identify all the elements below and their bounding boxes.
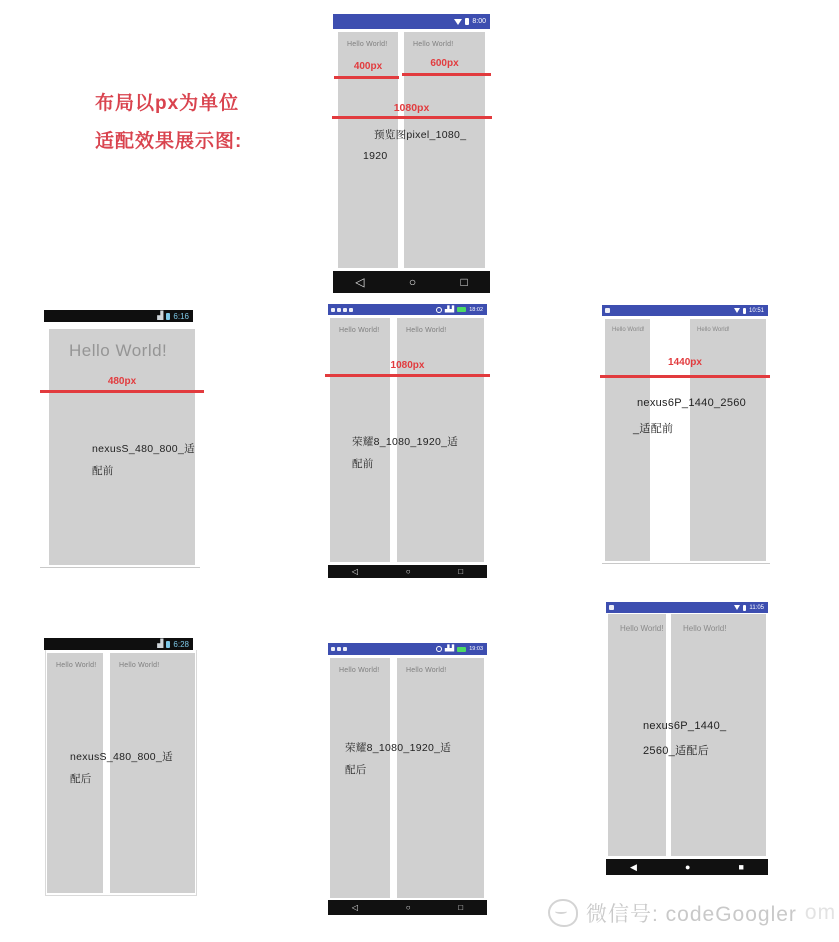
phone-preview-pixel bbox=[333, 14, 490, 293]
status-bar bbox=[606, 602, 768, 613]
hello-world-label: Hello World! bbox=[56, 662, 97, 669]
status-bar bbox=[333, 14, 490, 29]
device-label-line1: nexus6P_1440_2560 bbox=[637, 397, 747, 409]
status-time: 8:00 bbox=[472, 18, 486, 25]
hello-world-label: Hello World! bbox=[413, 41, 454, 48]
device-label-line1: nexusS_480_800_适 bbox=[70, 751, 173, 763]
phone-bottom-edge bbox=[602, 563, 770, 564]
device-label-line2: _适配前 bbox=[633, 423, 674, 435]
battery-icon bbox=[166, 641, 170, 648]
hello-world-label: Hello World! bbox=[406, 327, 447, 334]
battery-icon bbox=[166, 313, 170, 320]
phone-nexus6p-before bbox=[602, 305, 768, 565]
device-label-line2: 2560_适配后 bbox=[643, 745, 709, 757]
phone-nexuss-before bbox=[40, 308, 200, 570]
device-label-line1: 预览图pixel_1080_ bbox=[374, 129, 467, 141]
nav-recents-button: □ bbox=[458, 566, 464, 576]
nav-home-button: ○ bbox=[405, 566, 411, 576]
width-annotation-1440px: 1440px bbox=[668, 357, 702, 368]
status-time: 6:16 bbox=[173, 311, 189, 321]
measure-line-1440px bbox=[600, 375, 770, 378]
measure-line-600px bbox=[402, 73, 491, 76]
device-label-line1: nexusS_480_800_适 bbox=[92, 443, 195, 455]
wifi-icon bbox=[734, 308, 740, 313]
device-label-line1: nexus6P_1440_ bbox=[643, 720, 727, 732]
watermark-ghost-text: om bbox=[804, 901, 837, 924]
status-bar bbox=[328, 643, 487, 655]
watermark-text: 微信号: codeGoogler bbox=[586, 903, 797, 926]
phone-honor8-before bbox=[328, 304, 487, 578]
nav-recents-button: □ bbox=[458, 902, 464, 912]
device-label-line2: 1920 bbox=[363, 150, 388, 162]
nav-back-button: ◁ bbox=[355, 275, 365, 289]
nav-recents-button: ■ bbox=[738, 861, 744, 872]
right-column-panel bbox=[690, 319, 766, 561]
alarm-icon bbox=[436, 646, 442, 652]
status-left-icons bbox=[609, 602, 614, 613]
hello-world-label: Hello World! bbox=[347, 41, 388, 48]
status-left-icons bbox=[331, 643, 347, 655]
hello-world-label: Hello World! bbox=[69, 341, 168, 360]
phone-nexus6p-after bbox=[606, 600, 768, 875]
wifi-icon bbox=[454, 19, 462, 25]
width-annotation-600px: 600px bbox=[430, 58, 459, 69]
battery-icon bbox=[743, 605, 746, 611]
device-label-line2: 配前 bbox=[92, 465, 114, 477]
android-nav-bar bbox=[606, 859, 768, 875]
right-column-panel bbox=[671, 614, 766, 856]
device-label-line1: 荣耀8_1080_1920_适 bbox=[352, 436, 459, 448]
status-time: 19:03 bbox=[469, 646, 483, 652]
nav-home-button: ○ bbox=[408, 275, 417, 289]
left-column-panel bbox=[330, 658, 390, 898]
wifi-icon bbox=[734, 605, 740, 610]
device-label-line2: 配后 bbox=[70, 773, 92, 785]
device-label-line2: 配前 bbox=[352, 458, 374, 470]
android-nav-bar bbox=[328, 565, 487, 578]
width-annotation-400px: 400px bbox=[353, 61, 383, 72]
status-bar bbox=[328, 304, 487, 315]
status-time: 11:05 bbox=[749, 604, 764, 611]
left-column-panel bbox=[608, 614, 666, 856]
phone-honor8-after bbox=[328, 643, 487, 915]
status-time: 18:02 bbox=[469, 306, 483, 313]
android-nav-bar bbox=[328, 900, 487, 915]
caption-line1: 布局以px为单位 bbox=[95, 93, 240, 114]
nav-back-button: ◀ bbox=[630, 861, 637, 872]
status-left-icons bbox=[605, 305, 610, 316]
signal-icon: ▟▟ bbox=[445, 646, 455, 652]
hello-world-label: Hello World! bbox=[339, 327, 380, 334]
hello-world-label: Hello World! bbox=[339, 667, 380, 674]
left-column-panel bbox=[605, 319, 650, 561]
watermark bbox=[548, 898, 836, 928]
hello-world-label: Hello World! bbox=[612, 327, 645, 333]
hello-world-label: Hello World! bbox=[406, 667, 447, 674]
android-nav-bar bbox=[333, 271, 490, 293]
watermark-logo-icon bbox=[548, 899, 578, 927]
device-label-line2: 配后 bbox=[345, 764, 367, 776]
nav-recents-button: □ bbox=[460, 275, 468, 289]
signal-icon: ▟ bbox=[157, 639, 164, 648]
status-time: 10:51 bbox=[748, 307, 764, 314]
measure-line-480px bbox=[40, 390, 204, 393]
measure-line-1080px bbox=[325, 374, 490, 377]
measure-line-400px bbox=[334, 76, 399, 79]
hello-world-label: Hello World! bbox=[697, 327, 730, 333]
nav-home-button: ○ bbox=[405, 902, 411, 912]
caption bbox=[95, 85, 242, 161]
phone-bottom-edge bbox=[40, 567, 200, 568]
right-column-panel bbox=[110, 653, 195, 893]
alarm-icon bbox=[436, 307, 442, 313]
status-bar bbox=[44, 638, 193, 650]
status-time: 6:28 bbox=[173, 639, 189, 649]
width-annotation-480px: 480px bbox=[107, 376, 137, 387]
nav-back-button: ◁ bbox=[351, 566, 359, 576]
right-column-panel bbox=[397, 658, 484, 898]
hello-world-label: Hello World! bbox=[683, 624, 727, 633]
status-bar bbox=[602, 305, 768, 316]
signal-icon: ▟ bbox=[157, 311, 164, 320]
nav-back-button: ◁ bbox=[351, 902, 359, 912]
phone-nexuss-after bbox=[40, 634, 198, 896]
caption-line2: 适配效果展示图: bbox=[95, 131, 243, 152]
signal-icon: ▟▟ bbox=[445, 306, 455, 313]
measure-line-1080px bbox=[332, 116, 492, 119]
hello-world-label: Hello World! bbox=[119, 662, 160, 669]
battery-icon bbox=[465, 18, 469, 25]
status-bar bbox=[44, 310, 193, 322]
nav-home-button: ● bbox=[685, 861, 691, 872]
device-label-line1: 荣耀8_1080_1920_适 bbox=[345, 742, 452, 754]
width-annotation-1080px: 1080px bbox=[393, 102, 430, 114]
hello-world-label: Hello World! bbox=[620, 624, 664, 633]
width-annotation-1080px: 1080px bbox=[390, 360, 425, 371]
battery-icon bbox=[457, 307, 466, 312]
battery-icon bbox=[743, 308, 746, 314]
status-left-icons bbox=[331, 304, 353, 315]
battery-icon bbox=[457, 647, 466, 652]
